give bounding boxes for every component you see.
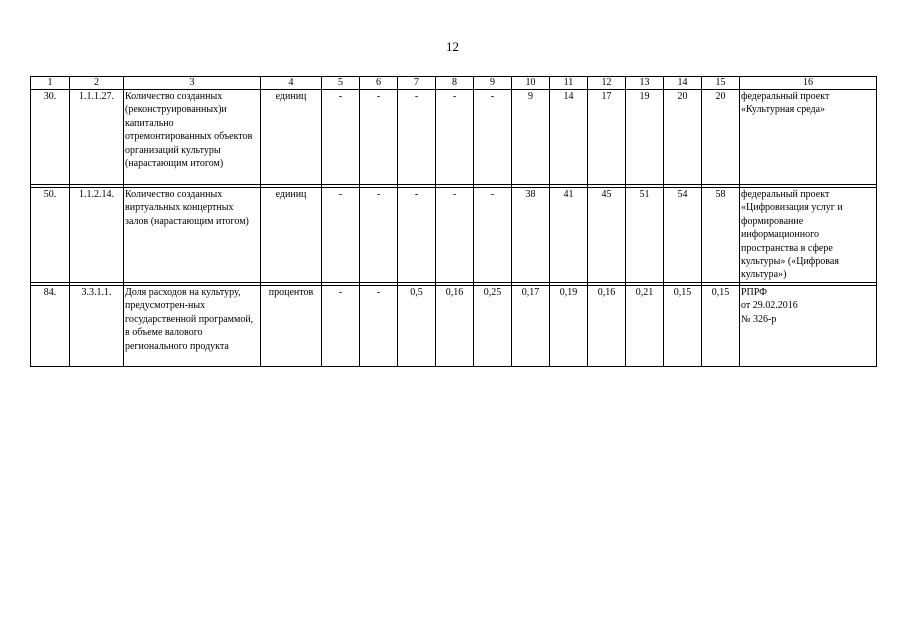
header-cell: 16: [740, 77, 877, 90]
indicator-name-cell: Доля расходов на культуру, предусмотрен-ных государственной программой, в объеме валового регионального продукта: [124, 286, 261, 367]
row-code-cell: 1.1.1.27.: [70, 90, 124, 185]
value-cell: -: [360, 188, 398, 283]
source-cell: федеральный проект «Цифровизация услуг и формирование информационного пространства в сфере культуры» («Цифровая культура»): [740, 188, 877, 283]
table-header-row: [31, 77, 877, 90]
header-cell: 13: [626, 77, 664, 90]
value-cell: -: [436, 90, 474, 185]
value-cell: 9: [512, 90, 550, 185]
value-cell: -: [360, 90, 398, 185]
header-cell: 5: [322, 77, 360, 90]
value-cell: 45: [588, 188, 626, 283]
row-code-cell: 3.3.1.1.: [70, 286, 124, 367]
page-number: 12: [446, 39, 459, 54]
value-cell: 51: [626, 188, 664, 283]
value-cell: -: [436, 188, 474, 283]
value-cell: 0,21: [626, 286, 664, 367]
indicator-name-cell: Количество созданных виртуальных концертных залов (нарастающим итогом): [124, 188, 261, 283]
value-cell: 20: [664, 90, 702, 185]
value-cell: -: [322, 286, 360, 367]
value-cell: -: [474, 188, 512, 283]
value-cell: 0,16: [588, 286, 626, 367]
value-cell: 0,25: [474, 286, 512, 367]
value-cell: -: [322, 90, 360, 185]
value-cell: 0,19: [550, 286, 588, 367]
value-cell: -: [474, 90, 512, 185]
source-cell: [740, 286, 877, 367]
header-cell: 6: [360, 77, 398, 90]
value-cell: 0,5: [398, 286, 436, 367]
header-cell: 3: [124, 77, 261, 90]
table-row: [31, 286, 877, 367]
value-cell: 0,16: [436, 286, 474, 367]
unit-cell: единиц: [261, 90, 322, 185]
unit-cell: процентов: [261, 286, 322, 367]
row-number-cell: 30.: [31, 90, 70, 185]
value-cell: -: [398, 90, 436, 185]
value-cell: -: [398, 188, 436, 283]
indicator-name-cell: Количество созданных (реконструированных)и капитально отремонтированных объектов организаций культуры (нарастающим итогом): [124, 90, 261, 185]
header-cell: 12: [588, 77, 626, 90]
header-cell: 2: [70, 77, 124, 90]
value-cell: 14: [550, 90, 588, 185]
header-cell: 1: [31, 77, 70, 90]
value-cell: -: [322, 188, 360, 283]
row-number-cell: 84.: [31, 286, 70, 367]
header-cell: 11: [550, 77, 588, 90]
value-cell: 20: [702, 90, 740, 185]
value-cell: 0,15: [702, 286, 740, 367]
source-line: от 29.02.2016: [741, 300, 798, 312]
source-line: РПРФ: [741, 287, 768, 298]
header-cell: 4: [261, 77, 322, 90]
value-cell: 0,15: [664, 286, 702, 367]
value-cell: 54: [664, 188, 702, 283]
value-cell: 17: [588, 90, 626, 185]
indicators-table: [30, 76, 877, 367]
value-cell: 19: [626, 90, 664, 185]
value-cell: 41: [550, 188, 588, 283]
value-cell: 0,17: [512, 286, 550, 367]
header-cell: 9: [474, 77, 512, 90]
table-row: [31, 90, 877, 185]
header-cell: 10: [512, 77, 550, 90]
header-cell: 7: [398, 77, 436, 90]
row-number-cell: 50.: [31, 188, 70, 283]
header-cell: 15: [702, 77, 740, 90]
header-cell: 8: [436, 77, 474, 90]
source-cell: федеральный проект «Культурная среда»: [740, 90, 877, 185]
header-cell: 14: [664, 77, 702, 90]
unit-cell: единиц: [261, 188, 322, 283]
source-line: № 326-р: [741, 313, 777, 325]
value-cell: 38: [512, 188, 550, 283]
row-code-cell: 1.1.2.14.: [70, 188, 124, 283]
table-row: [31, 188, 877, 283]
value-cell: -: [360, 286, 398, 367]
value-cell: 58: [702, 188, 740, 283]
